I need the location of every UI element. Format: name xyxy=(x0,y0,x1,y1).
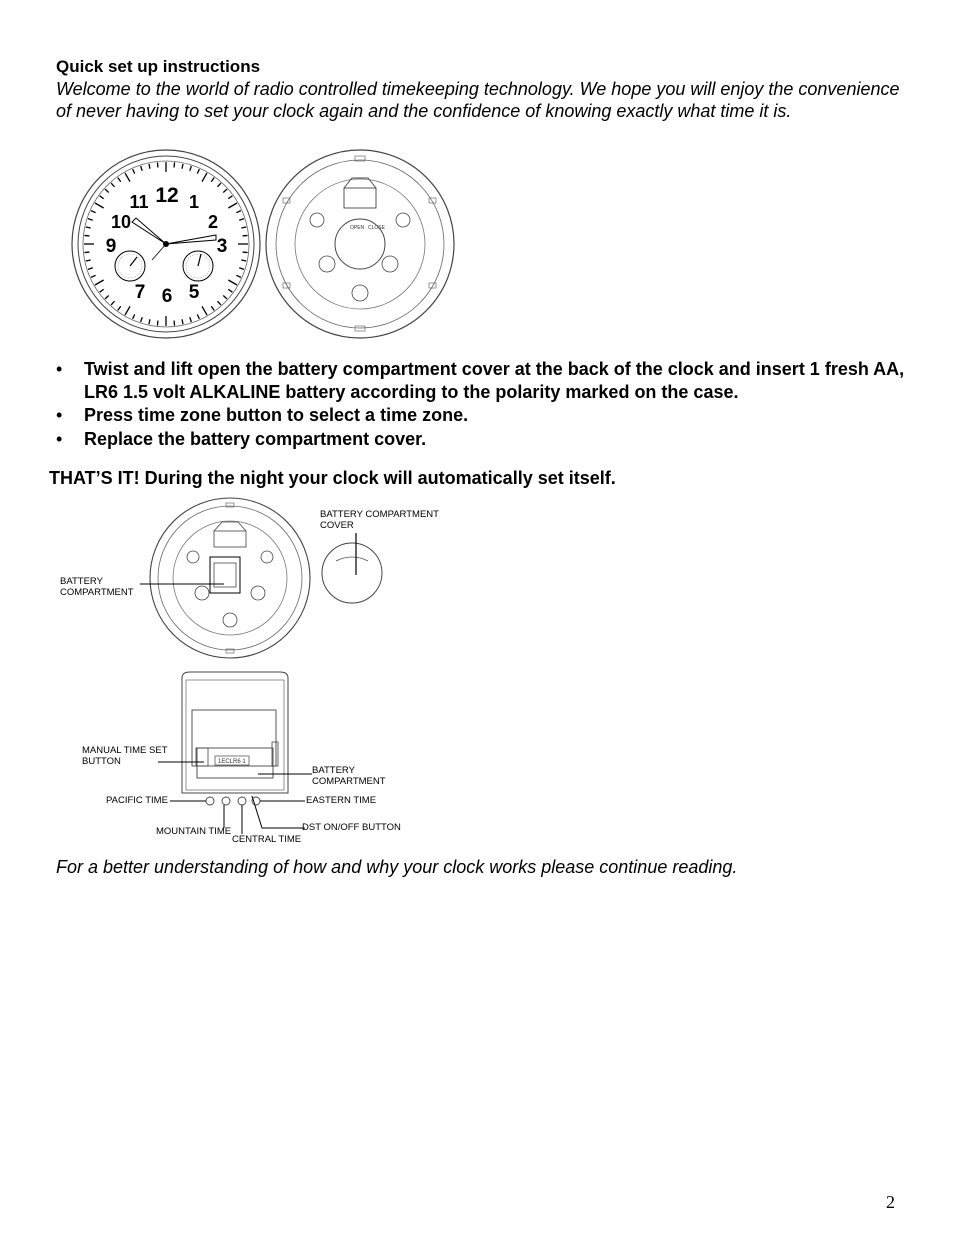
minute-tick xyxy=(223,296,227,299)
minute-tick xyxy=(88,219,93,221)
minute-tick xyxy=(197,169,199,174)
minute-tick xyxy=(149,164,150,169)
minute-tick xyxy=(111,183,114,187)
numeral-10: 10 xyxy=(110,212,132,232)
numeral-11: 11 xyxy=(129,192,149,212)
minute-tick xyxy=(133,169,135,174)
minute-tick xyxy=(118,178,121,182)
label-pacific-time: PACIFIC TIME xyxy=(106,795,168,806)
label-battery-compartment-top: BATTERY COMPARTMENT xyxy=(60,576,134,598)
minute-tick xyxy=(149,319,150,324)
label-battery-cover: BATTERY COMPARTMENT COVER xyxy=(320,509,439,531)
minute-tick xyxy=(202,173,207,182)
minute-tick xyxy=(236,275,241,277)
step-text: Twist and lift open the battery compartment cover at the back of the clock and insert 1 fresh AA, LR6 1.5 volt ALKALINE battery according to the polarity marked on the case. xyxy=(84,359,905,402)
minute-tick xyxy=(157,162,158,167)
bullet-icon: • xyxy=(56,428,63,449)
close-mark: CLOSE xyxy=(368,225,385,231)
numeral-6: 6 xyxy=(161,286,173,307)
minute-tick xyxy=(174,162,175,167)
minute-tick xyxy=(95,280,104,285)
minute-tick xyxy=(174,321,175,326)
minute-tick xyxy=(218,183,221,187)
right-subdial xyxy=(183,251,213,281)
minute-tick xyxy=(236,211,241,213)
minute-tick xyxy=(182,319,183,324)
setup-steps-list xyxy=(56,358,916,451)
numeral-1: 1 xyxy=(188,192,200,212)
label-central-time: CENTRAL TIME xyxy=(232,834,302,845)
page-number: 2 xyxy=(886,1192,895,1212)
clock-front-back-illustration xyxy=(70,148,460,344)
label-manual-time-set: MANUAL TIME SET BUTTON xyxy=(82,745,168,767)
minute-tick xyxy=(100,289,104,292)
minute-tick xyxy=(111,301,114,305)
minute-tick xyxy=(141,317,143,322)
bullet-icon: • xyxy=(56,405,63,425)
minute-tick xyxy=(202,306,207,315)
minute-tick xyxy=(105,189,109,192)
minute-tick xyxy=(218,301,221,305)
list-item xyxy=(56,404,916,427)
label-eastern-time: EASTERN TIME xyxy=(306,795,377,806)
left-subdial xyxy=(115,251,145,281)
minute-tick xyxy=(95,203,104,208)
minute-tick xyxy=(211,178,214,182)
thats-it-statement: THAT’S IT! During the night your clock will automatically set itself. xyxy=(49,468,616,488)
open-mark: OPEN xyxy=(350,225,365,231)
minute-tick xyxy=(105,296,109,299)
minute-tick xyxy=(125,306,130,315)
minute-tick xyxy=(88,268,93,270)
minute-tick xyxy=(243,252,248,253)
minute-tick xyxy=(190,317,192,322)
list-item xyxy=(56,358,916,403)
minute-tick xyxy=(182,164,183,169)
minute-tick xyxy=(91,211,96,213)
numeral-7: 7 xyxy=(134,282,146,303)
minute-tick xyxy=(190,166,192,171)
bullet-icon: • xyxy=(56,359,63,379)
label-dst-button: DST ON/OFF BUTTON xyxy=(302,822,401,833)
label-mountain-time: MOUNTAIN TIME xyxy=(156,826,232,837)
minute-tick xyxy=(86,227,91,228)
minute-tick xyxy=(228,289,232,292)
minute-tick xyxy=(243,235,248,236)
minute-tick xyxy=(228,203,237,208)
numeral-9: 9 xyxy=(105,236,117,257)
minute-tick xyxy=(241,260,246,261)
numeral-12: 12 xyxy=(155,184,179,207)
minute-tick xyxy=(241,227,246,228)
minute-tick xyxy=(211,306,214,310)
minute-tick xyxy=(84,235,89,236)
clock-front-face xyxy=(72,150,260,338)
numeral-3: 3 xyxy=(216,236,228,257)
minute-tick xyxy=(84,252,89,253)
outro-paragraph: For a better understanding of how and why your clock works please continue reading. xyxy=(56,857,738,877)
step-text: Replace the battery compartment cover. xyxy=(84,428,427,449)
minute-tick xyxy=(91,275,96,277)
minute-tick xyxy=(157,321,158,326)
minute-tick xyxy=(86,260,91,261)
minute-tick xyxy=(228,280,237,285)
minute-tick xyxy=(118,306,121,310)
minute-tick xyxy=(239,219,244,221)
intro-paragraph: Welcome to the world of radio controlled timekeeping technology. We hope you will enjoy the convenience of never having to set your clock again and the confidence of knowing exactly what time it is. xyxy=(56,79,900,121)
minute-tick xyxy=(141,166,143,171)
minute-tick xyxy=(223,189,227,192)
label-battery-compartment-bottom: BATTERY COMPARTMENT xyxy=(312,765,386,787)
clock-back-case xyxy=(266,150,454,338)
minute-tick xyxy=(239,268,244,270)
numeral-5: 5 xyxy=(188,282,200,303)
minute-tick xyxy=(100,196,104,199)
minute-tick xyxy=(197,314,199,319)
battery-marking: 1ECLR6 1 xyxy=(218,759,246,765)
list-item xyxy=(56,428,916,451)
minute-tick xyxy=(228,196,232,199)
step-text: Press time zone button to select a time zone. xyxy=(84,405,469,425)
section-heading: Quick set up instructions xyxy=(56,57,261,76)
battery-cover-shape xyxy=(322,543,382,603)
numeral-2: 2 xyxy=(207,212,219,232)
minute-tick xyxy=(125,173,130,182)
minute-tick xyxy=(133,314,135,319)
